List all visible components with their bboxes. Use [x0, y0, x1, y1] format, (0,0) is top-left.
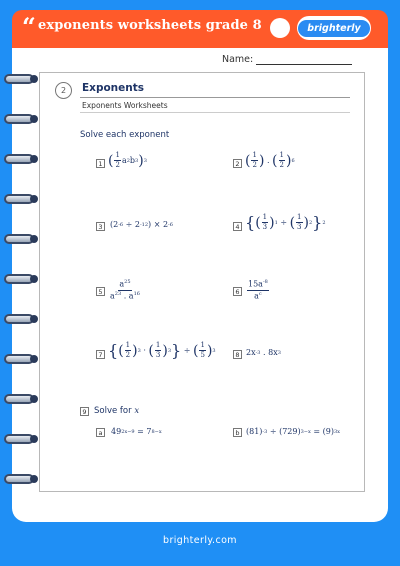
section-number: 2 [55, 82, 72, 99]
ring [4, 192, 40, 206]
divider [80, 97, 350, 98]
problem-7-expression: { ( $\frac{1}{2}$ ) 3 · ( $\frac{1}{3}$ ) 3 } ÷ ( $\frac{1}{5}$ ) 3 [108, 340, 216, 360]
problem-number: 9 [80, 407, 89, 416]
part-letter: a [96, 428, 105, 437]
spiral-binding [4, 72, 40, 512]
problem-number: 6 [233, 287, 242, 296]
problem-3-expression: (2 -6 ÷ 2 -12 ) × 2 -6 [110, 220, 173, 229]
solve-for-label [94, 406, 139, 416]
problem-number: 2 [233, 159, 242, 168]
part-letter: b [233, 428, 242, 437]
problem-number: 8 [233, 350, 242, 359]
problem-4-expression: { ( $\frac{1}{3}$ ) 1 ÷ ( $\frac{1}{3}$ ) 2 } 2 [245, 212, 326, 232]
problem-number: 5 [96, 287, 105, 296]
problem-8-expression: 2x -3 . 8x 3 [246, 348, 281, 357]
ring [4, 272, 40, 286]
ring [4, 352, 40, 366]
solve-for-variable: x [134, 406, 140, 416]
problem-9b-expression: (81) -3 ÷ (729) 3−x = (9) 3x [246, 427, 340, 436]
problem-number: 1 [96, 159, 105, 168]
problem-number: 4 [233, 222, 242, 231]
ring [4, 432, 40, 446]
brand-logo[interactable] [297, 16, 371, 40]
banner-title: exponents worksheets grade 8 [38, 18, 262, 33]
problem-5-expression: $\frac{a^{25}}{a^{23} . a^{16}}$ [110, 279, 140, 301]
ring [4, 72, 40, 86]
problem-1-expression: ( $\frac{1}{2}$ a 2 b 3 ) 3 [108, 151, 147, 169]
problem-6-expression: $\frac{15a^{-8}}{a^c}$ [248, 279, 268, 301]
circle-button[interactable] [270, 18, 290, 38]
problem-number: 7 [96, 350, 105, 359]
section-title: Exponents [82, 82, 145, 94]
section-subtitle: Exponents Worksheets [82, 101, 168, 110]
name-line[interactable] [256, 64, 352, 65]
solve-for-text: Solve for [94, 406, 132, 416]
footer-url[interactable]: brighterly.com [163, 535, 237, 546]
name-label: Name: [222, 54, 254, 65]
ring [4, 472, 40, 486]
problem-2-expression: ( $\frac{1}{2}$ ) . ( $\frac{1}{2}$ ) 6 [245, 151, 295, 169]
ring [4, 232, 40, 246]
ring [4, 152, 40, 166]
ring [4, 112, 40, 126]
ring [4, 392, 40, 406]
instruction: Solve each exponent [80, 130, 170, 140]
divider [80, 112, 350, 113]
quote-icon: “ [22, 12, 36, 41]
problem-number: 3 [96, 222, 105, 231]
ring [4, 312, 40, 326]
problem-9a-expression: 49 2x−9 = 7 8−x [111, 427, 162, 436]
brand-logo-text: brighterly [298, 20, 369, 37]
